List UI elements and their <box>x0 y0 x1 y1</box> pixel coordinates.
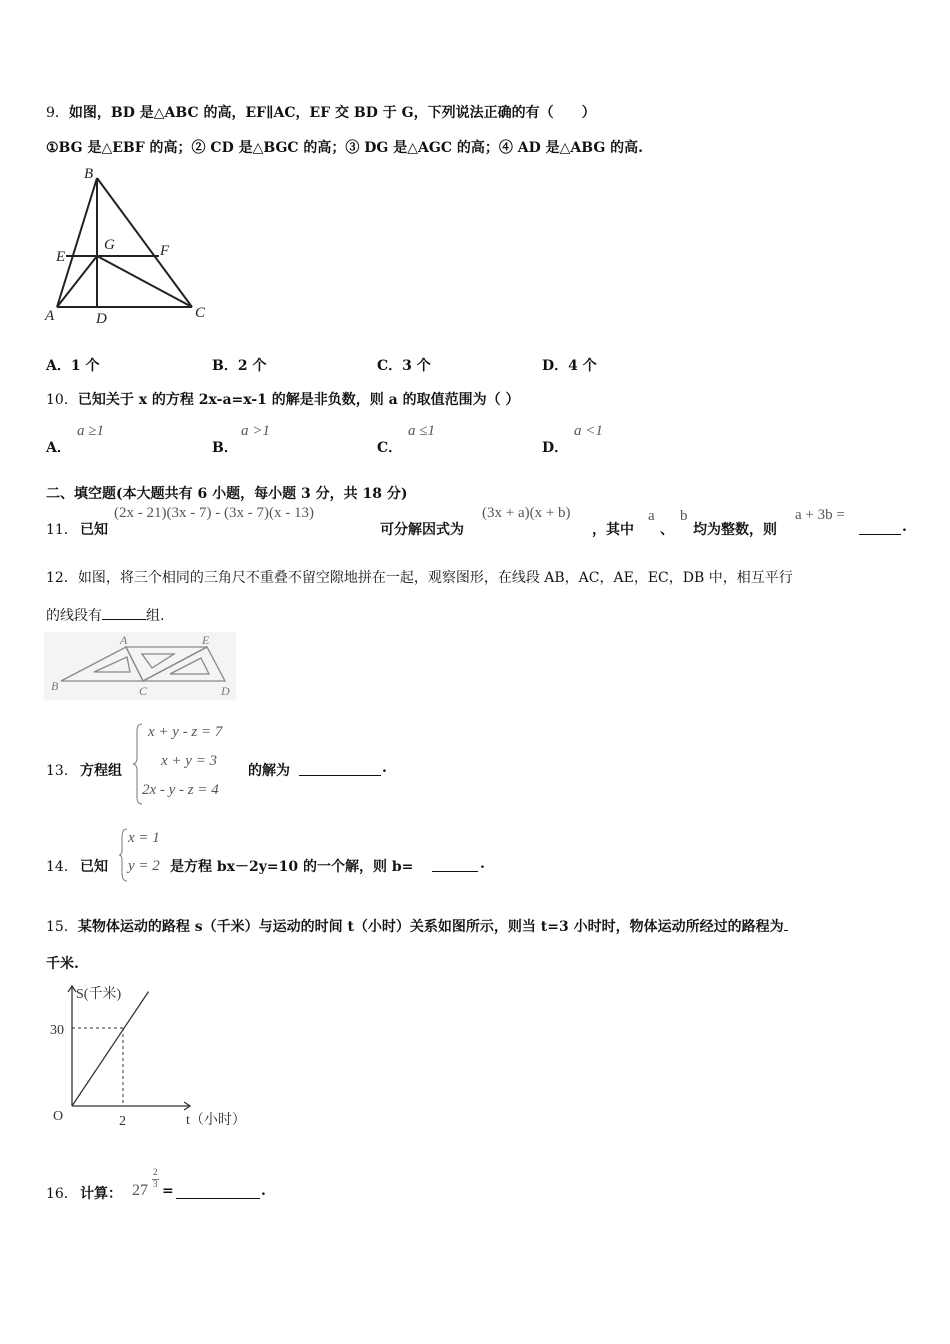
q11-answer-blank[interactable] <box>859 521 901 535</box>
q13-number: 13． <box>46 763 78 779</box>
q15-answer-blank[interactable] <box>784 917 788 931</box>
q10-number: 10． <box>46 392 78 408</box>
q13: 13． 方程组 x + y - z = 7 x + y = 3 2x - y - z = 4 的解为 . <box>46 718 446 808</box>
q12-triangles-figure <box>44 632 236 700</box>
q9-statements: ①BG 是△EBF 的高；② CD 是△BGC 的高；③ DG 是△AGC 的高；④ AD 是△ABG 的高. <box>46 140 644 156</box>
q16-exponent-denominator: 3 <box>153 1179 158 1189</box>
q9-option-d[interactable]: D．4 个 <box>542 358 597 374</box>
q9-label-g: G <box>104 237 115 253</box>
q9-option-b[interactable]: B．2 个 <box>212 358 267 374</box>
q12-label-b: B <box>51 679 59 693</box>
q15-line2: 千米. <box>46 956 79 972</box>
q15-x-axis-label: t（小时） <box>186 1113 246 1128</box>
q11-expression: (2x - 21)(3x - 7) - (3x - 7)(x - 13) <box>114 505 314 521</box>
q11-factored-form: (3x + a)(x + b) <box>482 505 571 521</box>
q13-equation-2: x + y = 3 <box>161 753 218 769</box>
q12-line1: 12．如图，将三个相同的三角尺不重叠不留空隙地拼在一起，观察图形，在线段 AB，AC，AE，EC，DB 中，相互平行 <box>46 570 793 586</box>
q15-number: 15． <box>46 919 78 935</box>
q15-ytick-label: 30 <box>50 1023 64 1038</box>
q11: 11． 已知 (2x - 21)(3x - 7) - (3x - 7)(x - 13) 可分解因式为 (3x + a)(x + b) ，其中 a 、 b 均为整数，则 a + 3b = . <box>46 505 907 538</box>
q9-label-b: B <box>84 166 94 182</box>
q13-equation-1: x + y - z = 7 <box>148 724 223 740</box>
q11-number: 11． <box>46 522 78 538</box>
q9-label-a: A <box>45 308 55 324</box>
q9-label-f: F <box>160 243 170 259</box>
q12-label-d: D <box>221 684 230 698</box>
q16-number: 16． <box>46 1186 78 1202</box>
q9-option-c[interactable]: C．3 个 <box>377 358 431 374</box>
q9-option-a[interactable]: A．1 个 <box>46 358 100 374</box>
q12-answer-blank[interactable] <box>102 606 146 620</box>
q9-label-c: C <box>195 305 206 321</box>
q9-triangle-figure <box>40 160 220 330</box>
q9-segment-gc <box>97 256 192 307</box>
q9-label-d: D <box>96 311 107 327</box>
q9-label-e: E <box>56 249 66 265</box>
q14-number: 14． <box>46 859 78 875</box>
q15-line1: 15．某物体运动的路程 s（千米）与运动的时间 t（小时）关系如图所示，则当 t=3 小时时，物体运动所经过的路程为 <box>46 916 788 936</box>
q14: 14． 已知 x = 1 y = 2 是方程 bx－2y=10 的一个解，则 b= . <box>46 826 506 884</box>
q9-stem-line <box>46 102 596 122</box>
q15-origin-label: O <box>53 1109 64 1124</box>
q14-equation-2: y = 2 <box>128 858 160 874</box>
q16: 16． 计算： 27 2 3 = . <box>46 1167 266 1202</box>
q14-brace <box>118 828 128 882</box>
q16-answer-blank[interactable] <box>176 1185 260 1199</box>
q16-base: 27 <box>132 1182 148 1199</box>
q15-xtick-label: 2 <box>119 1114 126 1129</box>
q9-stem: 如图，BD 是△ABC 的高，EF∥AC，EF 交 BD 于 G，下列说法正确的有（ ） <box>68 105 596 121</box>
q14-answer-blank[interactable] <box>432 858 478 872</box>
q10-stem-line <box>46 389 519 409</box>
q9-number: 9． <box>46 105 69 121</box>
q9-side-ab <box>57 178 97 307</box>
q15-series-line <box>72 992 149 1106</box>
section2-heading: 二、填空题(本大题共有 6 小题，每小题 3 分，共 18 分) <box>46 486 408 502</box>
q10-stem: 已知关于 x 的方程 2x-a=x-1 的解是非负数，则 a 的取值范围为（ ） <box>77 392 520 408</box>
q15-distance-time-graph <box>40 980 260 1135</box>
q12-label-e: E <box>202 633 210 647</box>
q12-line2: 的线段有 组. <box>46 608 165 624</box>
q16-exponent-numerator: 2 <box>153 1167 158 1177</box>
q12-label-a: A <box>120 633 128 647</box>
q13-answer-blank[interactable] <box>299 762 381 776</box>
q12-label-c: C <box>139 684 148 698</box>
q12-number: 12． <box>46 570 78 586</box>
q14-equation-1: x = 1 <box>128 830 160 846</box>
q15-y-axis-label: S(千米) <box>76 987 122 1002</box>
q13-equation-3: 2x - y - z = 4 <box>142 782 219 798</box>
